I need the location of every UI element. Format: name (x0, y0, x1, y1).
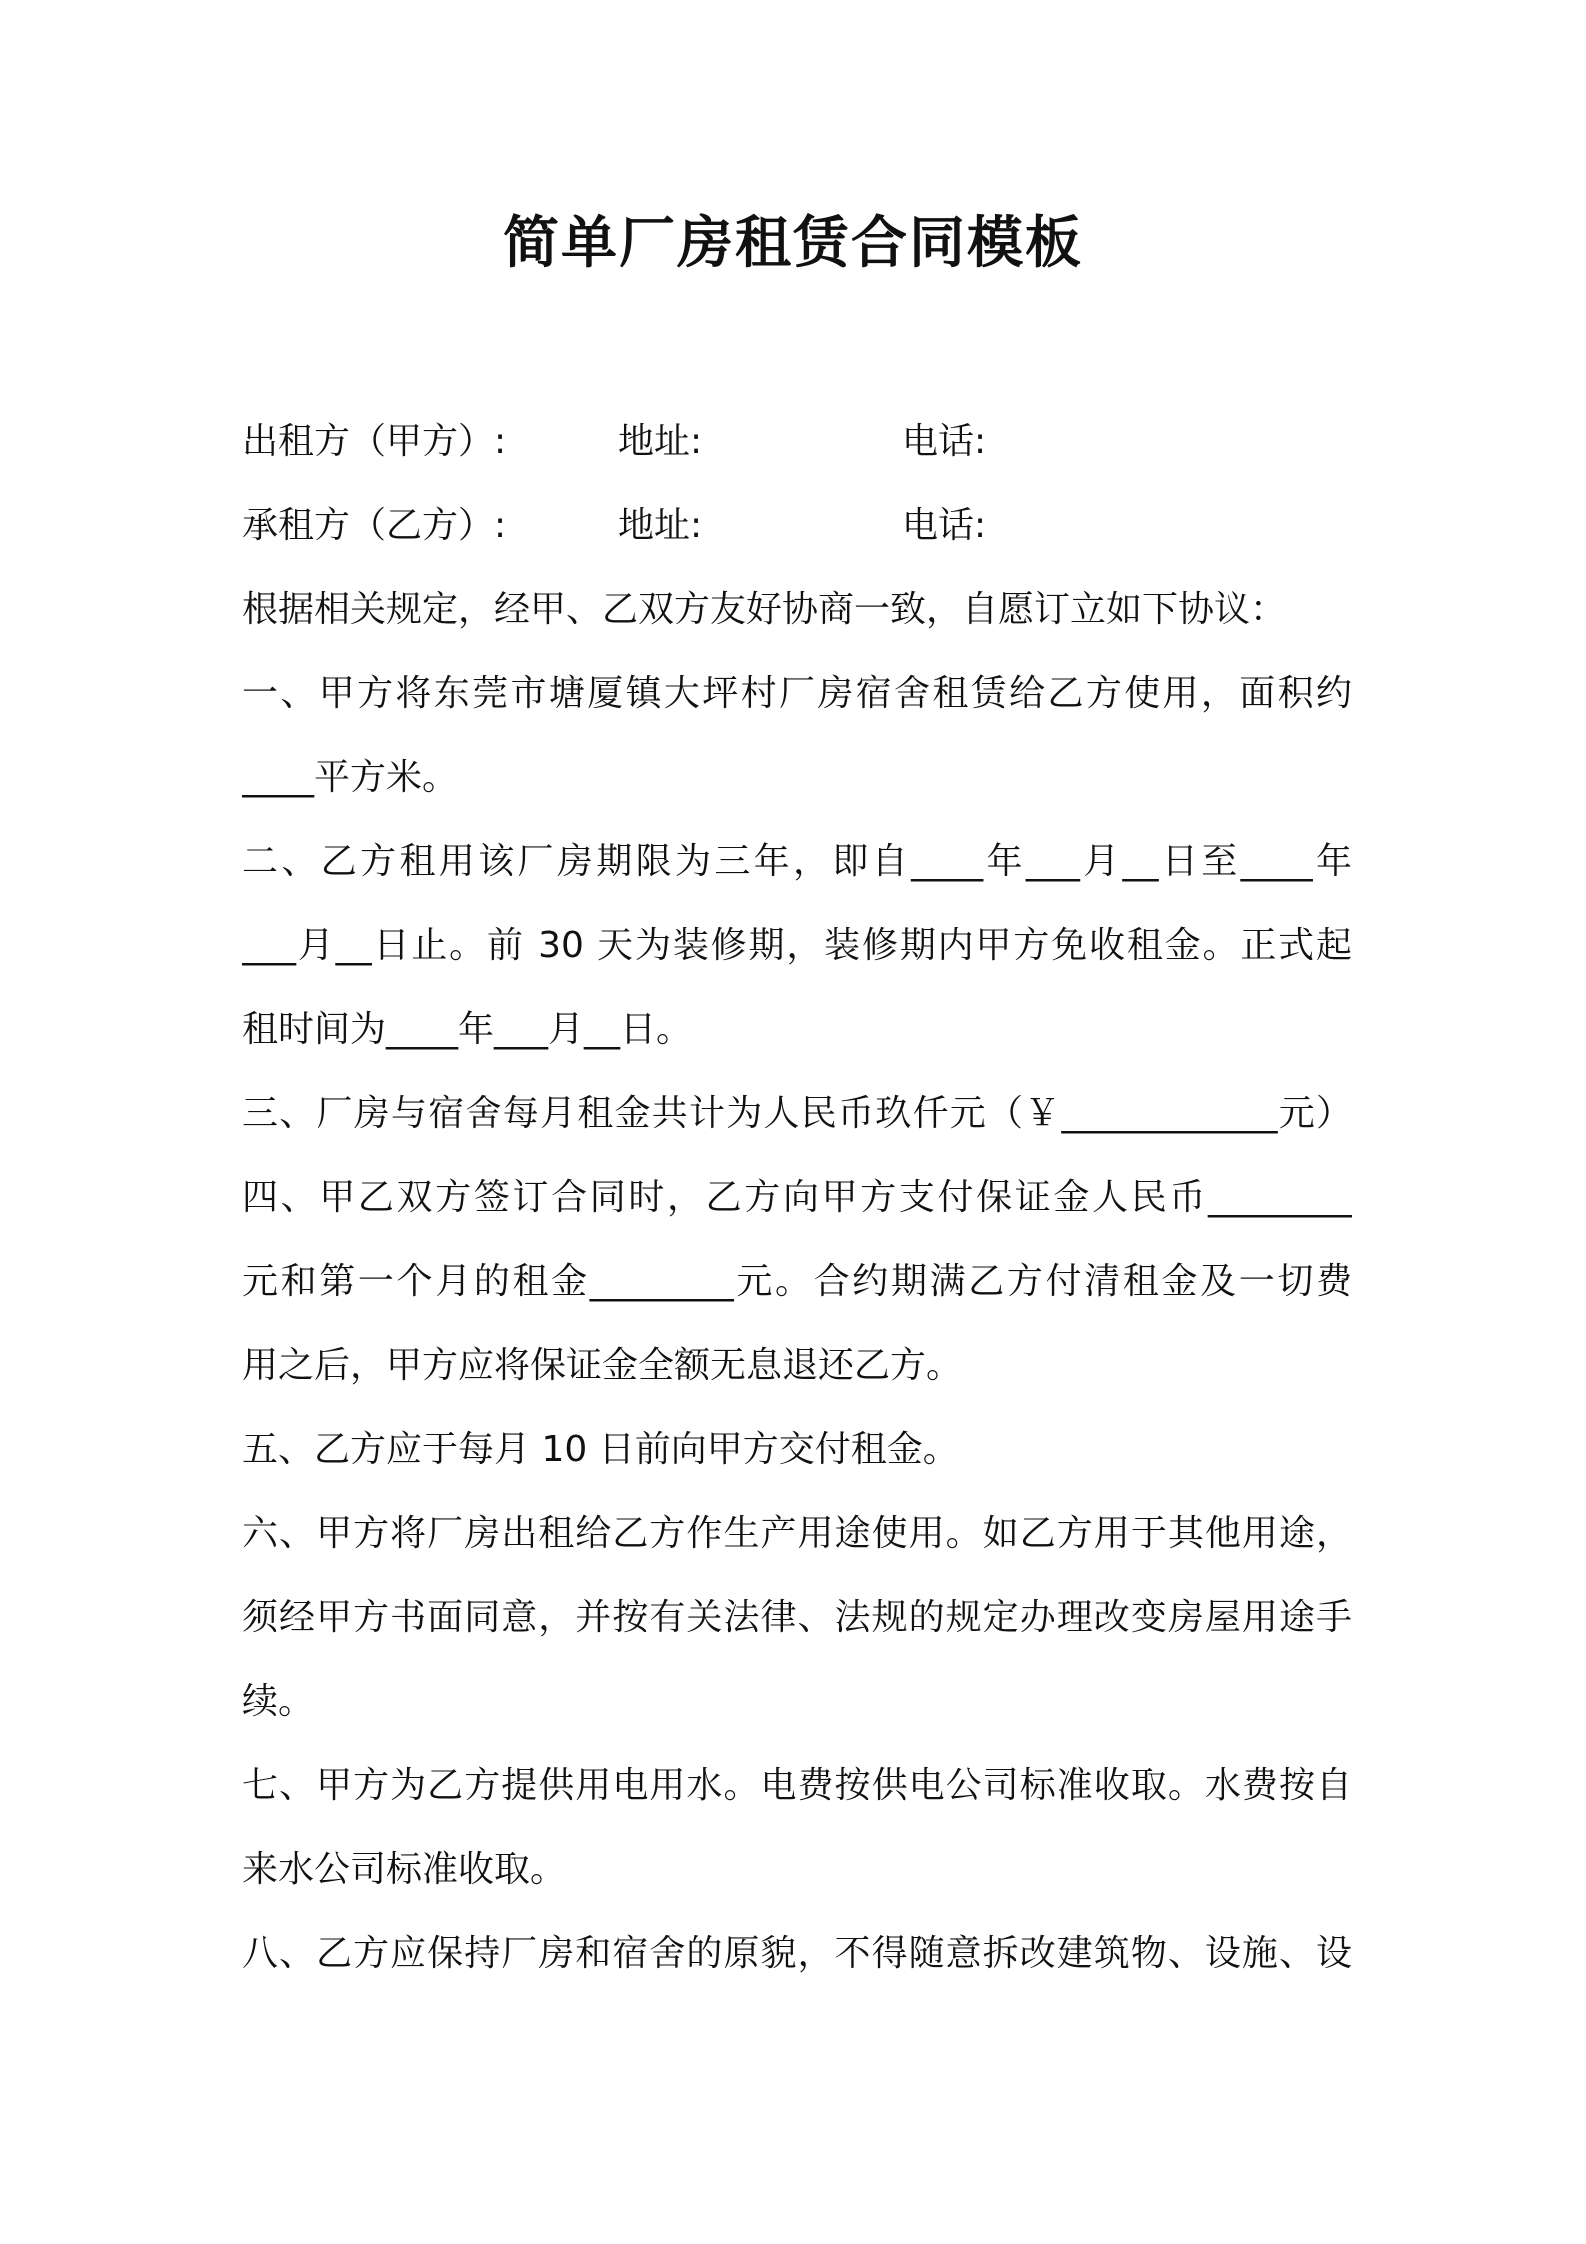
clause-4-line-1: 四、甲乙双方签订合同时，乙方向甲方支付保证金人民币________ (242, 1177, 1352, 1218)
lessor-label: 出租方（甲方）: (242, 421, 507, 462)
clause-2-line-1: 二、乙方租用该厂房期限为三年，即自____年___月__日至____年 (242, 841, 1352, 882)
lessor-address-label: 地址: (618, 421, 703, 462)
clause-7-line-1: 七、甲方为乙方提供用电用水。电费按供电公司标准收取。水费按自 (242, 1765, 1352, 1806)
document-title: 简单厂房租赁合同模板 (503, 211, 1083, 276)
clause-8-line-1: 八、乙方应保持厂房和宿舍的原貌，不得随意拆改建筑物、设施、设 (242, 1933, 1352, 1974)
lessee-phone-label: 电话: (902, 505, 987, 546)
clause-4-line-2: 元和第一个月的租金________元。合约期满乙方付清租金及一切费 (242, 1261, 1352, 1302)
clause-1-line-2: ____平方米。 (242, 757, 459, 798)
lessor-row (242, 400, 1352, 484)
clause-6-line-2: 须经甲方书面同意，并按有关法律、法规的规定办理改变房屋用途手 (242, 1597, 1352, 1638)
preamble-line: 根据相关规定，经甲、乙双方友好协商一致，自愿订立如下协议： (242, 589, 1287, 630)
clause-7-line-2: 来水公司标准收取。 (242, 1849, 567, 1890)
contract-body (242, 400, 1352, 1996)
clause-6-line-1: 六、甲方将厂房出租给乙方作生产用途使用。如乙方用于其他用途， (242, 1513, 1352, 1554)
lessor-phone-label: 电话: (902, 421, 987, 462)
clause-3-line-1: 三、厂房与宿舍每月租金共计为人民币玖仟元（￥____________元） (242, 1093, 1352, 1134)
clause-2-line-3: 租时间为____年___月__日。 (242, 1009, 693, 1050)
clause-1-line-1: 一、甲方将东莞市塘厦镇大坪村厂房宿舍租赁给乙方使用，面积约 (242, 673, 1352, 714)
clause-6-line-3: 续。 (242, 1681, 315, 1722)
lessee-label: 承租方（乙方）: (242, 505, 507, 546)
lessee-row (242, 484, 1352, 568)
clause-4-line-3: 用之后，甲方应将保证金全额无息退还乙方。 (242, 1345, 963, 1386)
clause-2-line-2: ___月__日止。前 30 天为装修期，装修期内甲方免收租金。正式起 (242, 925, 1352, 966)
clause-5-line-1: 五、乙方应于每月 10 日前向甲方交付租金。 (242, 1429, 959, 1470)
lessee-address-label: 地址: (618, 505, 703, 546)
